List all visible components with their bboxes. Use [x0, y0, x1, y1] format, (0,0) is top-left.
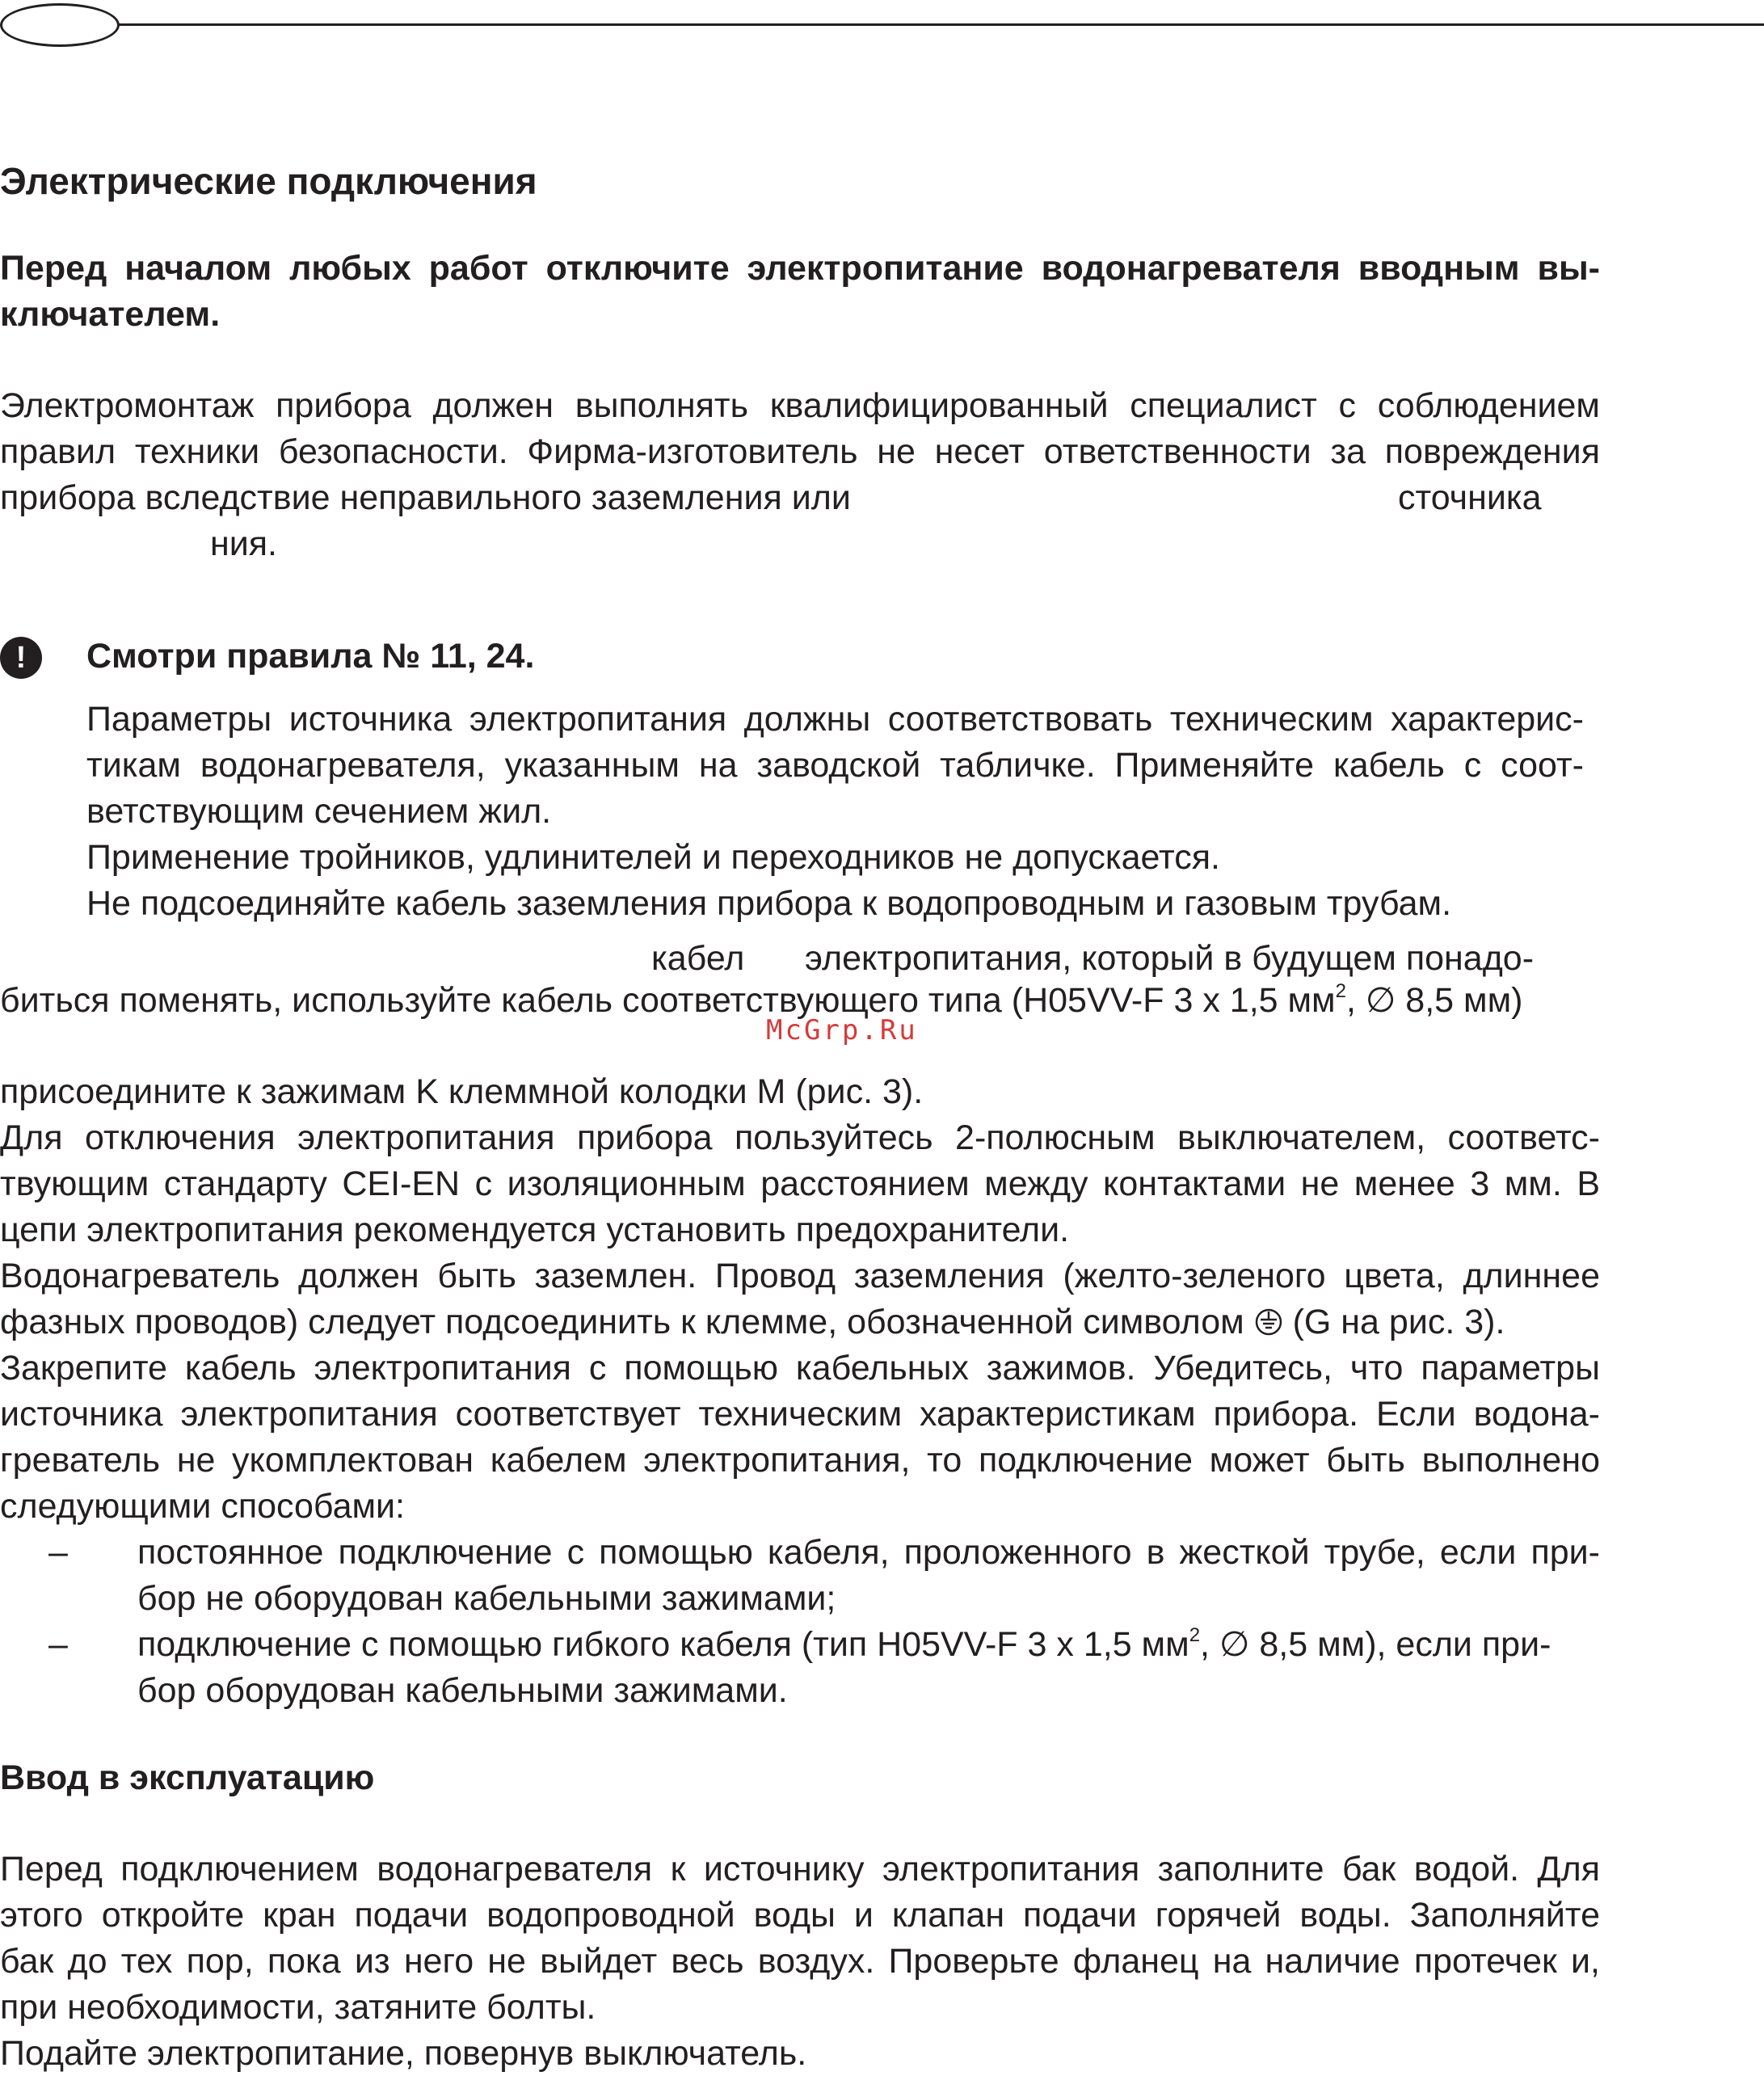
- cable-line-6: цепи электропитания рекомендуется установить предохранители.: [0, 1211, 1070, 1249]
- bullet-2-line-2: бор оборудован кабельными зажимами.: [137, 1671, 788, 1710]
- intro-line-3b: сточника: [1398, 478, 1542, 517]
- rule-line-4: Применение тройников, удлинителей и переходников не допускается.: [86, 838, 1220, 877]
- ground-symbol-icon: [1254, 1303, 1283, 1332]
- commissioning-line-5: Подайте электропитание, повернув выключатель.: [0, 2034, 807, 2073]
- header-rule: [118, 23, 1764, 26]
- commissioning-line-1: Перед подключением водонагревателя к источнику электропитания заполните бак водой. Для: [0, 1850, 1600, 1889]
- warning-bold-line-1: Перед началом любых работ отключите электропитание водонагревателя вводным вы-: [0, 249, 1600, 288]
- rules-heading: Смотри правила № 11, 24.: [86, 637, 535, 676]
- intro-line-4: ния.: [210, 524, 277, 563]
- cable-line-5: твующим стандарту CEI-EN с изоляционным расстоянием между контактами не менее 3 мм. В: [0, 1164, 1600, 1203]
- watermark-text: McGrp.Ru: [766, 1014, 918, 1046]
- rule-line-3: ветствующим сечением жил.: [86, 792, 552, 831]
- cable-line-11: греватель не укомплектован кабелем электропитания, то подключение может быть выполнено: [0, 1441, 1600, 1480]
- intro-line-1: Электромонтаж прибора должен выполнять квалифицированный специалист с соблюдением: [0, 386, 1600, 425]
- rule-line-5: Не подсоединяйте кабель заземления прибора к водопроводным и газовым трубам.: [86, 884, 1452, 923]
- bullet-1-line-1: постоянное подключение с помощью кабеля, проложенного в жесткой трубе, если при-: [137, 1533, 1600, 1572]
- cable-line-2: биться поменять, используйте кабель соответствующего типа (H05VV-F 3 x 1,5 $мм^2$, ∅ 8,5 мм): [0, 980, 1523, 1020]
- commissioning-line-3: бак до тех пор, пока из него не выйдет весь воздух. Проверьте фланец на наличие протечек и,: [0, 1942, 1600, 1981]
- cable-line-3: присоедините к зажимам K клеммной колодки M (рис. 3).: [0, 1072, 924, 1111]
- bullet-dash-2: –: [48, 1625, 68, 1664]
- cable-line-10: источника электропитания соответствует техническим характеристикам прибора. Если водона-: [0, 1395, 1600, 1434]
- cable-line-4: Для отключения электропитания прибора пользуйтесь 2-полюсным выключателем, соответс-: [0, 1118, 1600, 1157]
- commissioning-line-4: при необходимости, затяните болты.: [0, 1988, 596, 2027]
- cable-line-8: фазных проводов) следует подсоединить к клемме, обозначенной символом (G на рис. 3).: [0, 1303, 1505, 1341]
- cable-line-1b: электропитания, который в будущем понадо-: [805, 939, 1535, 978]
- bullet-2-line-1: подключение с помощью гибкого кабеля (тип H05VV-F 3 x 1,5 $мм^2$, ∅ 8,5 мм), если при-: [137, 1624, 1551, 1664]
- intro-line-2: правил техники безопасности. Фирма-изготовитель не несет ответственности за повреждения: [0, 432, 1600, 471]
- cable-line-12: следующими способами:: [0, 1487, 406, 1526]
- intro-line-3a: прибора вследствие неправильного заземления или: [0, 478, 851, 517]
- section-title-commissioning: Ввод в эксплуатацию: [0, 1758, 375, 1797]
- page-number-oval: [0, 3, 120, 47]
- warning-bold-line-2: ключателем.: [0, 295, 221, 334]
- cable-line-7: Водонагреватель должен быть заземлен. Провод заземления (желто-зеленого цвета, длиннее: [0, 1257, 1600, 1295]
- rule-line-2: тикам водонагревателя, указанным на заводской табличке. Применяйте кабель с соот-: [86, 746, 1584, 785]
- rule-line-1: Параметры источника электропитания должны соответствовать техническим характерис-: [86, 700, 1584, 739]
- bullet-dash-1: –: [48, 1533, 68, 1572]
- commissioning-line-2: этого откройте кран подачи водопроводной воды и клапан подачи горячей воды. Заполняйте: [0, 1896, 1600, 1935]
- exclamation-icon: !: [0, 637, 42, 679]
- cable-line-1a: кабел: [651, 939, 745, 978]
- bullet-1-line-2: бор не оборудован кабельными зажимами;: [137, 1579, 836, 1618]
- cable-line-9: Закрепите кабель электропитания с помощью кабельных зажимов. Убедитесь, что параметры: [0, 1349, 1600, 1388]
- section-title-electrical: Электрические подключения: [0, 160, 537, 202]
